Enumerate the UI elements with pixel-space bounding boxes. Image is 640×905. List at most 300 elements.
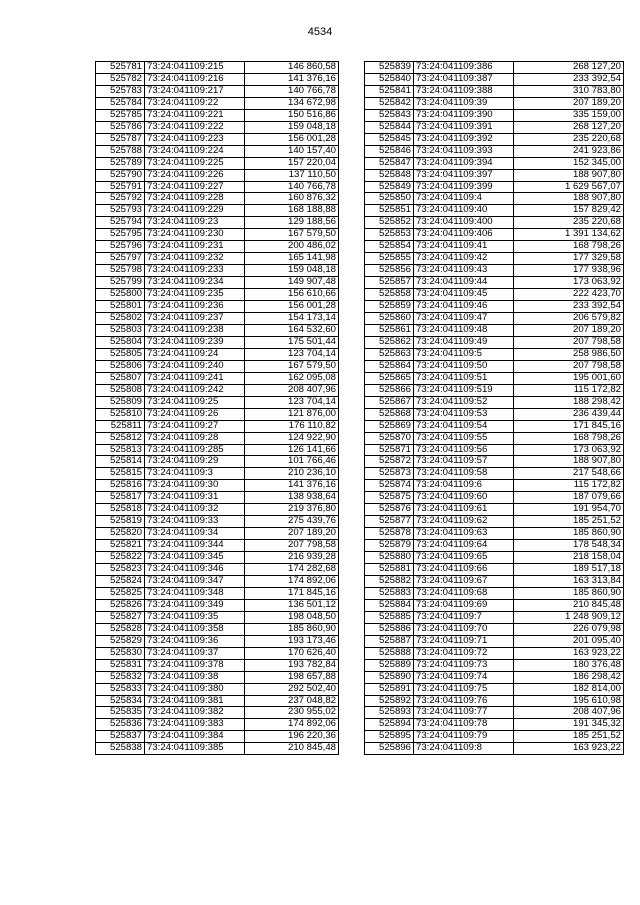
cadastral-number: 73:24:041109:65 — [414, 552, 514, 564]
value-amount: 171 845,16 — [514, 420, 624, 432]
value-amount: 137 110,50 — [245, 169, 339, 181]
value-amount: 167 579,50 — [245, 360, 339, 372]
cadastral-number: 73:24:041109:345 — [145, 552, 245, 564]
value-amount: 146 860,58 — [245, 62, 339, 74]
cadastral-number: 73:24:041109:397 — [414, 169, 514, 181]
row-number: 525814 — [96, 456, 145, 468]
cadastral-number: 73:24:041109:387 — [414, 73, 514, 85]
value-amount: 178 548,34 — [514, 540, 624, 552]
row-number: 525884 — [365, 599, 414, 611]
row-number: 525792 — [96, 193, 145, 205]
cadastral-number: 73:24:041109:388 — [414, 85, 514, 97]
value-amount: 149 907,48 — [245, 277, 339, 289]
row-number: 525871 — [365, 444, 414, 456]
row-number: 525803 — [96, 324, 145, 336]
table-row — [365, 743, 624, 755]
row-number: 525848 — [365, 169, 414, 181]
row-number: 525816 — [96, 480, 145, 492]
row-number: 525797 — [96, 253, 145, 265]
row-number: 525810 — [96, 408, 145, 420]
row-number: 525839 — [365, 62, 414, 74]
cadastral-number: 73:24:041109:235 — [145, 289, 245, 301]
row-number: 525846 — [365, 145, 414, 157]
value-amount: 210 845,48 — [514, 599, 624, 611]
row-number: 525881 — [365, 564, 414, 576]
cadastral-number: 73:24:041109:39 — [414, 97, 514, 109]
value-amount: 157 220,04 — [245, 157, 339, 169]
table-row — [96, 372, 339, 384]
table-row — [365, 348, 624, 360]
cadastral-number: 73:24:041109:77 — [414, 707, 514, 719]
table-row — [96, 480, 339, 492]
row-number: 525823 — [96, 564, 145, 576]
table-row — [365, 193, 624, 205]
table-row — [365, 324, 624, 336]
row-number: 525813 — [96, 444, 145, 456]
row-number: 525865 — [365, 372, 414, 384]
register-table-left — [95, 61, 339, 755]
row-number: 525883 — [365, 587, 414, 599]
row-number: 525783 — [96, 85, 145, 97]
value-amount: 170 626,40 — [245, 647, 339, 659]
table-row — [365, 109, 624, 121]
table-row — [365, 384, 624, 396]
table-row — [365, 217, 624, 229]
value-amount: 207 798,58 — [514, 336, 624, 348]
cadastral-number: 73:24:041109:78 — [414, 719, 514, 731]
row-number: 525787 — [96, 133, 145, 145]
row-number: 525782 — [96, 73, 145, 85]
row-number: 525850 — [365, 193, 414, 205]
value-amount: 168 798,26 — [514, 241, 624, 253]
cadastral-number: 73:24:041109:383 — [145, 719, 245, 731]
row-number: 525824 — [96, 575, 145, 587]
value-amount: 115 172,82 — [514, 384, 624, 396]
cadastral-number: 73:24:041109:30 — [145, 480, 245, 492]
table-row — [96, 348, 339, 360]
cadastral-number: 73:24:041109:23 — [145, 217, 245, 229]
value-amount: 198 048,50 — [245, 611, 339, 623]
value-amount: 186 298,42 — [514, 671, 624, 683]
table-row — [365, 372, 624, 384]
table-row — [96, 623, 339, 635]
value-amount: 187 079,66 — [514, 492, 624, 504]
cadastral-number: 73:24:041109:348 — [145, 587, 245, 599]
table-row — [96, 587, 339, 599]
row-number: 525788 — [96, 145, 145, 157]
cadastral-number: 73:24:041109:390 — [414, 109, 514, 121]
table-row — [365, 564, 624, 576]
table-row — [365, 85, 624, 97]
row-number: 525845 — [365, 133, 414, 145]
value-amount: 123 704,14 — [245, 396, 339, 408]
value-amount: 188 298,42 — [514, 396, 624, 408]
cadastral-number: 73:24:041109:381 — [145, 695, 245, 707]
cadastral-number: 73:24:041109:216 — [145, 73, 245, 85]
value-amount: 126 141,66 — [245, 444, 339, 456]
cadastral-number: 73:24:041109:391 — [414, 121, 514, 133]
row-number: 525866 — [365, 384, 414, 396]
cadastral-number: 73:24:041109:229 — [145, 205, 245, 217]
cadastral-number: 73:24:041109:385 — [145, 743, 245, 755]
row-number: 525892 — [365, 695, 414, 707]
row-number: 525841 — [365, 85, 414, 97]
cadastral-number: 73:24:041109:237 — [145, 313, 245, 325]
cadastral-number: 73:24:041109:346 — [145, 564, 245, 576]
row-number: 525857 — [365, 277, 414, 289]
row-number: 525804 — [96, 336, 145, 348]
cadastral-number: 73:24:041109:378 — [145, 659, 245, 671]
row-number: 525781 — [96, 62, 145, 74]
value-amount: 163 313,84 — [514, 575, 624, 587]
row-number: 525864 — [365, 360, 414, 372]
value-amount: 191 345,32 — [514, 719, 624, 731]
cadastral-number: 73:24:041109:50 — [414, 360, 514, 372]
value-amount: 1 248 909,12 — [514, 611, 624, 623]
row-number: 525835 — [96, 707, 145, 719]
row-number: 525799 — [96, 277, 145, 289]
table-row — [96, 229, 339, 241]
table-row — [96, 97, 339, 109]
cadastral-number: 73:24:041109:384 — [145, 731, 245, 743]
table-row — [365, 504, 624, 516]
value-amount: 185 860,90 — [514, 587, 624, 599]
cadastral-number: 73:24:041109:22 — [145, 97, 245, 109]
cadastral-number: 73:24:041109:70 — [414, 623, 514, 635]
cadastral-number: 73:24:041109:228 — [145, 193, 245, 205]
value-amount: 188 907,80 — [514, 193, 624, 205]
value-amount: 193 782,84 — [245, 659, 339, 671]
value-amount: 335 159,00 — [514, 109, 624, 121]
row-number: 525885 — [365, 611, 414, 623]
table-row — [365, 97, 624, 109]
row-number: 525847 — [365, 157, 414, 169]
row-number: 525873 — [365, 468, 414, 480]
cadastral-number: 73:24:041109:58 — [414, 468, 514, 480]
row-number: 525790 — [96, 169, 145, 181]
row-number: 525807 — [96, 372, 145, 384]
value-amount: 129 188,56 — [245, 217, 339, 229]
value-amount: 173 063,92 — [514, 277, 624, 289]
row-number: 525893 — [365, 707, 414, 719]
row-number: 525820 — [96, 528, 145, 540]
value-amount: 207 798,58 — [245, 540, 339, 552]
cadastral-number: 73:24:041109:28 — [145, 432, 245, 444]
table-row — [365, 241, 624, 253]
value-amount: 230 955,02 — [245, 707, 339, 719]
row-number: 525859 — [365, 301, 414, 313]
table-row — [365, 301, 624, 313]
row-number: 525856 — [365, 265, 414, 277]
value-amount: 275 439,76 — [245, 516, 339, 528]
row-number: 525887 — [365, 635, 414, 647]
cadastral-number: 73:24:041109:226 — [145, 169, 245, 181]
table-row — [365, 360, 624, 372]
cadastral-number: 73:24:041109:399 — [414, 181, 514, 193]
cadastral-number: 73:24:041109:51 — [414, 372, 514, 384]
row-number: 525785 — [96, 109, 145, 121]
table-row — [96, 169, 339, 181]
value-amount: 195 001,60 — [514, 372, 624, 384]
row-number: 525833 — [96, 683, 145, 695]
table-row — [365, 468, 624, 480]
cadastral-number: 73:24:041109:72 — [414, 647, 514, 659]
value-amount: 237 048,82 — [245, 695, 339, 707]
row-number: 525794 — [96, 217, 145, 229]
value-amount: 177 938,96 — [514, 265, 624, 277]
row-number: 525888 — [365, 647, 414, 659]
table-row — [96, 241, 339, 253]
table-row — [96, 731, 339, 743]
value-amount: 233 392,54 — [514, 73, 624, 85]
cadastral-number: 73:24:041109:63 — [414, 528, 514, 540]
value-amount: 163 923,22 — [514, 743, 624, 755]
table-row — [96, 121, 339, 133]
table-row — [365, 253, 624, 265]
row-number: 525836 — [96, 719, 145, 731]
value-amount: 157 829,42 — [514, 205, 624, 217]
cadastral-number: 73:24:041109:52 — [414, 396, 514, 408]
table-row — [96, 432, 339, 444]
table-row — [365, 181, 624, 193]
row-number: 525832 — [96, 671, 145, 683]
table-row — [365, 695, 624, 707]
row-number: 525868 — [365, 408, 414, 420]
row-number: 525784 — [96, 97, 145, 109]
table-row — [365, 599, 624, 611]
cadastral-number: 73:24:041109:394 — [414, 157, 514, 169]
row-number: 525805 — [96, 348, 145, 360]
cadastral-number: 73:24:041109:71 — [414, 635, 514, 647]
cadastral-number: 73:24:041109:225 — [145, 157, 245, 169]
value-amount: 226 079,98 — [514, 623, 624, 635]
row-number: 525895 — [365, 731, 414, 743]
cadastral-number: 73:24:041109:31 — [145, 492, 245, 504]
cadastral-number: 73:24:041109:64 — [414, 540, 514, 552]
row-number: 525878 — [365, 528, 414, 540]
row-number: 525791 — [96, 181, 145, 193]
table-row — [96, 73, 339, 85]
row-number: 525876 — [365, 504, 414, 516]
cadastral-number: 73:24:041109:26 — [145, 408, 245, 420]
cadastral-number: 73:24:041109:74 — [414, 671, 514, 683]
cadastral-number: 73:24:041109:7 — [414, 611, 514, 623]
cadastral-number: 73:24:041109:46 — [414, 301, 514, 313]
cadastral-number: 73:24:041109:32 — [145, 504, 245, 516]
row-number: 525789 — [96, 157, 145, 169]
table-row — [96, 408, 339, 420]
value-amount: 268 127,20 — [514, 62, 624, 74]
table-row — [365, 492, 624, 504]
row-number: 525863 — [365, 348, 414, 360]
value-amount: 189 517,18 — [514, 564, 624, 576]
row-number: 525890 — [365, 671, 414, 683]
cadastral-number: 73:24:041109:285 — [145, 444, 245, 456]
table-row — [365, 635, 624, 647]
value-amount: 141 376,16 — [245, 480, 339, 492]
value-amount: 171 845,16 — [245, 587, 339, 599]
cadastral-number: 73:24:041109:240 — [145, 360, 245, 372]
table-row — [96, 205, 339, 217]
value-amount: 1 629 567,07 — [514, 181, 624, 193]
cadastral-number: 73:24:041109:241 — [145, 372, 245, 384]
cadastral-number: 73:24:041109:230 — [145, 229, 245, 241]
row-number: 525869 — [365, 420, 414, 432]
value-amount: 310 783,80 — [514, 85, 624, 97]
cadastral-number: 73:24:041109:73 — [414, 659, 514, 671]
value-amount: 219 376,80 — [245, 504, 339, 516]
cadastral-number: 73:24:041109:25 — [145, 396, 245, 408]
value-amount: 156 610,66 — [245, 289, 339, 301]
table-row — [365, 121, 624, 133]
value-amount: 167 579,50 — [245, 229, 339, 241]
table-row — [96, 289, 339, 301]
table-row — [365, 552, 624, 564]
table-row — [96, 217, 339, 229]
value-amount: 200 486,02 — [245, 241, 339, 253]
row-number: 525793 — [96, 205, 145, 217]
table-row — [96, 516, 339, 528]
table-row — [96, 468, 339, 480]
table-row — [96, 62, 339, 74]
table-row — [365, 444, 624, 456]
row-number: 525815 — [96, 468, 145, 480]
cadastral-number: 73:24:041109:48 — [414, 324, 514, 336]
row-number: 525811 — [96, 420, 145, 432]
cadastral-number: 73:24:041109:236 — [145, 301, 245, 313]
cadastral-number: 73:24:041109:41 — [414, 241, 514, 253]
register-table-right-body — [365, 62, 624, 755]
table-row — [96, 193, 339, 205]
row-number: 525796 — [96, 241, 145, 253]
cadastral-number: 73:24:041109:231 — [145, 241, 245, 253]
value-amount: 136 501,12 — [245, 599, 339, 611]
cadastral-number: 73:24:041109:60 — [414, 492, 514, 504]
value-amount: 174 892,06 — [245, 719, 339, 731]
register-table-left-body — [96, 62, 339, 755]
row-number: 525870 — [365, 432, 414, 444]
table-row — [96, 611, 339, 623]
cadastral-number: 73:24:041109:61 — [414, 504, 514, 516]
table-row — [96, 384, 339, 396]
table-row — [365, 480, 624, 492]
table-row — [96, 492, 339, 504]
row-number: 525817 — [96, 492, 145, 504]
table-row — [96, 396, 339, 408]
row-number: 525786 — [96, 121, 145, 133]
table-row — [96, 360, 339, 372]
value-amount: 168 798,26 — [514, 432, 624, 444]
value-amount: 176 110,82 — [245, 420, 339, 432]
cadastral-number: 73:24:041109:358 — [145, 623, 245, 635]
value-amount: 188 907,80 — [514, 456, 624, 468]
value-amount: 208 407,96 — [245, 384, 339, 396]
table-row — [96, 109, 339, 121]
cadastral-number: 73:24:041109:349 — [145, 599, 245, 611]
value-amount: 160 876,32 — [245, 193, 339, 205]
cadastral-number: 73:24:041109:400 — [414, 217, 514, 229]
value-amount: 206 579,82 — [514, 313, 624, 325]
value-amount: 185 251,52 — [514, 516, 624, 528]
table-row — [96, 85, 339, 97]
table-row — [365, 73, 624, 85]
cadastral-number: 73:24:041109:6 — [414, 480, 514, 492]
row-number: 525849 — [365, 181, 414, 193]
row-number: 525891 — [365, 683, 414, 695]
cadastral-number: 73:24:041109:222 — [145, 121, 245, 133]
row-number: 525806 — [96, 360, 145, 372]
row-number: 525844 — [365, 121, 414, 133]
cadastral-number: 73:24:041109:44 — [414, 277, 514, 289]
row-number: 525889 — [365, 659, 414, 671]
table-row — [365, 265, 624, 277]
table-row — [96, 564, 339, 576]
table-row — [365, 575, 624, 587]
table-row — [96, 313, 339, 325]
cadastral-number: 73:24:041109:393 — [414, 145, 514, 157]
table-row — [96, 157, 339, 169]
row-number: 525874 — [365, 480, 414, 492]
table-row — [96, 695, 339, 707]
cadastral-number: 73:24:041109:34 — [145, 528, 245, 540]
table-row — [96, 133, 339, 145]
cadastral-number: 73:24:041109:62 — [414, 516, 514, 528]
table-row — [96, 528, 339, 540]
cadastral-number: 73:24:041109:55 — [414, 432, 514, 444]
cadastral-number: 73:24:041109:40 — [414, 205, 514, 217]
row-number: 525830 — [96, 647, 145, 659]
table-row — [365, 229, 624, 241]
cadastral-number: 73:24:041109:406 — [414, 229, 514, 241]
value-amount: 216 939,28 — [245, 552, 339, 564]
row-number: 525894 — [365, 719, 414, 731]
value-amount: 1 391 134,62 — [514, 229, 624, 241]
cadastral-number: 73:24:041109:380 — [145, 683, 245, 695]
cadastral-number: 73:24:041109:227 — [145, 181, 245, 193]
value-amount: 177 329,58 — [514, 253, 624, 265]
row-number: 525858 — [365, 289, 414, 301]
row-number: 525800 — [96, 289, 145, 301]
row-number: 525826 — [96, 599, 145, 611]
value-amount: 185 251,52 — [514, 731, 624, 743]
table-row — [96, 552, 339, 564]
row-number: 525843 — [365, 109, 414, 121]
cadastral-number: 73:24:041109:224 — [145, 145, 245, 157]
value-amount: 218 158,04 — [514, 552, 624, 564]
value-amount: 140 766,78 — [245, 85, 339, 97]
row-number: 525828 — [96, 623, 145, 635]
table-row — [365, 313, 624, 325]
table-row — [96, 444, 339, 456]
table-row — [365, 289, 624, 301]
row-number: 525854 — [365, 241, 414, 253]
cadastral-number: 73:24:041109:76 — [414, 695, 514, 707]
cadastral-number: 73:24:041109:5 — [414, 348, 514, 360]
table-row — [365, 157, 624, 169]
cadastral-number: 73:24:041109:69 — [414, 599, 514, 611]
value-amount: 156 001,28 — [245, 133, 339, 145]
table-row — [365, 169, 624, 181]
value-amount: 159 048,18 — [245, 121, 339, 133]
table-row — [96, 277, 339, 289]
row-number: 525867 — [365, 396, 414, 408]
cadastral-number: 73:24:041109:38 — [145, 671, 245, 683]
row-number: 525861 — [365, 324, 414, 336]
cadastral-number: 73:24:041109:215 — [145, 62, 245, 74]
value-amount: 193 173,46 — [245, 635, 339, 647]
value-amount: 210 845,48 — [245, 743, 339, 755]
value-amount: 165 141,98 — [245, 253, 339, 265]
